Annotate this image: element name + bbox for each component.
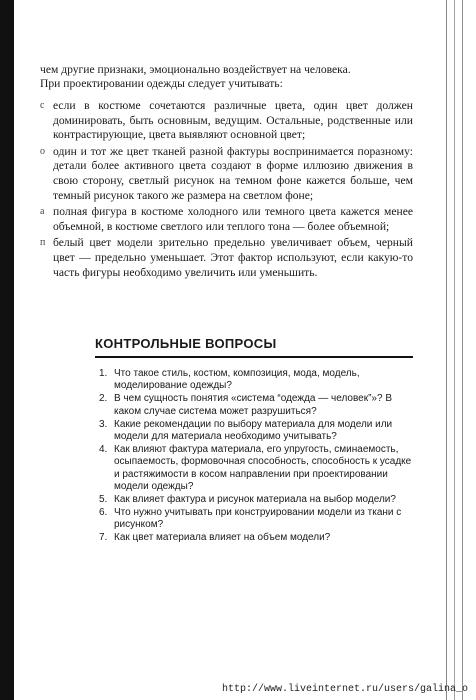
question-text: Что нужно учитывать при конструировании модели из ткани с рисунком?: [114, 506, 402, 531]
question-number: 3.: [99, 418, 108, 430]
bullet-marker: а: [40, 206, 45, 218]
bullet-text: белый цвет модели зрительно предельно увеличивает объем, черный цвет — предельно уменьшает. Этот фактор используют, если какую-то часть фигуры необходимо увеличить или уменьшить.: [53, 236, 413, 279]
bullet-marker: п: [40, 237, 46, 249]
intro-line-1: чем другие признаки, эмоционально воздействует на человека.: [40, 63, 351, 76]
section-heading: КОНТРОЛЬНЫЕ ВОПРОСЫ: [95, 336, 413, 358]
question-text: Как влияют фактура материала, его упругость, сминаемость, осыпаемость, формовочная способность, способность к усадке и растяжимости в косом направлении при проектировании модели одежды?: [114, 443, 412, 493]
question-item: [95, 444, 415, 494]
intro-line-2: При проектировании одежды следует учитывать:: [40, 77, 283, 91]
question-number: 5.: [99, 494, 108, 506]
bullet-text: если в костюме сочетаются различные цвета, один цвет должен доминировать, быть основным, ведущим. Остальные, родственные или контрастирующие, цвета выявляют основной цвет;: [53, 99, 413, 142]
question-text: Что такое стиль, костюм, композиция, мода, модель, моделирование одежды?: [114, 368, 360, 392]
question-number: 4.: [99, 443, 108, 455]
bullet-list: [40, 99, 413, 282]
question-text: Какие рекомендации по выбору материала для модели или модели для материала необходимо учитывать?: [114, 418, 393, 443]
question-number: 7.: [99, 532, 108, 544]
bullet-item: [40, 236, 413, 280]
question-text: В чем сущность понятия «система “одежда — человек”»? В каком случае система может разрушиться?: [114, 393, 393, 417]
bullet-item: [40, 205, 413, 234]
question-item: [95, 419, 415, 444]
question-number: 1.: [99, 368, 108, 379]
bullet-marker: с: [40, 100, 45, 111]
scan-left-edge: [0, 0, 14, 700]
question-item: [95, 393, 415, 418]
intro-paragraph: [40, 63, 413, 92]
bullet-item: [40, 145, 413, 203]
question-item: [95, 494, 415, 506]
bullet-text: один и тот же цвет тканей разной фактуры воспринимается поразному: детали более активного цвета создают в форме иллюзию движения в свою сторону, светлый рисунок на темном фоне кажется больше, чем темный рисунок такого же размера на светлом фоне;: [53, 144, 413, 202]
question-number: 2.: [99, 393, 108, 405]
bullet-item: [40, 99, 413, 143]
question-item: [95, 532, 415, 544]
question-item: [95, 507, 415, 532]
watermark-url: http://www.liveinternet.ru/users/galina_o: [222, 684, 469, 695]
bullet-text: полная фигура в костюме холодного или темного цвета кажется менее объемной, в костюме светлого или теплого тона — более объемной;: [53, 205, 413, 233]
question-number: 6.: [99, 506, 108, 518]
questions-list: [95, 368, 415, 545]
scan-right-edge: [440, 0, 476, 700]
question-text: Как цвет материала влияет на объем модели?: [114, 532, 331, 544]
question-text: Как влияет фактура и рисунок материала на выбор модели?: [114, 494, 396, 506]
bullet-marker: о: [40, 145, 45, 157]
question-item: [95, 368, 415, 393]
